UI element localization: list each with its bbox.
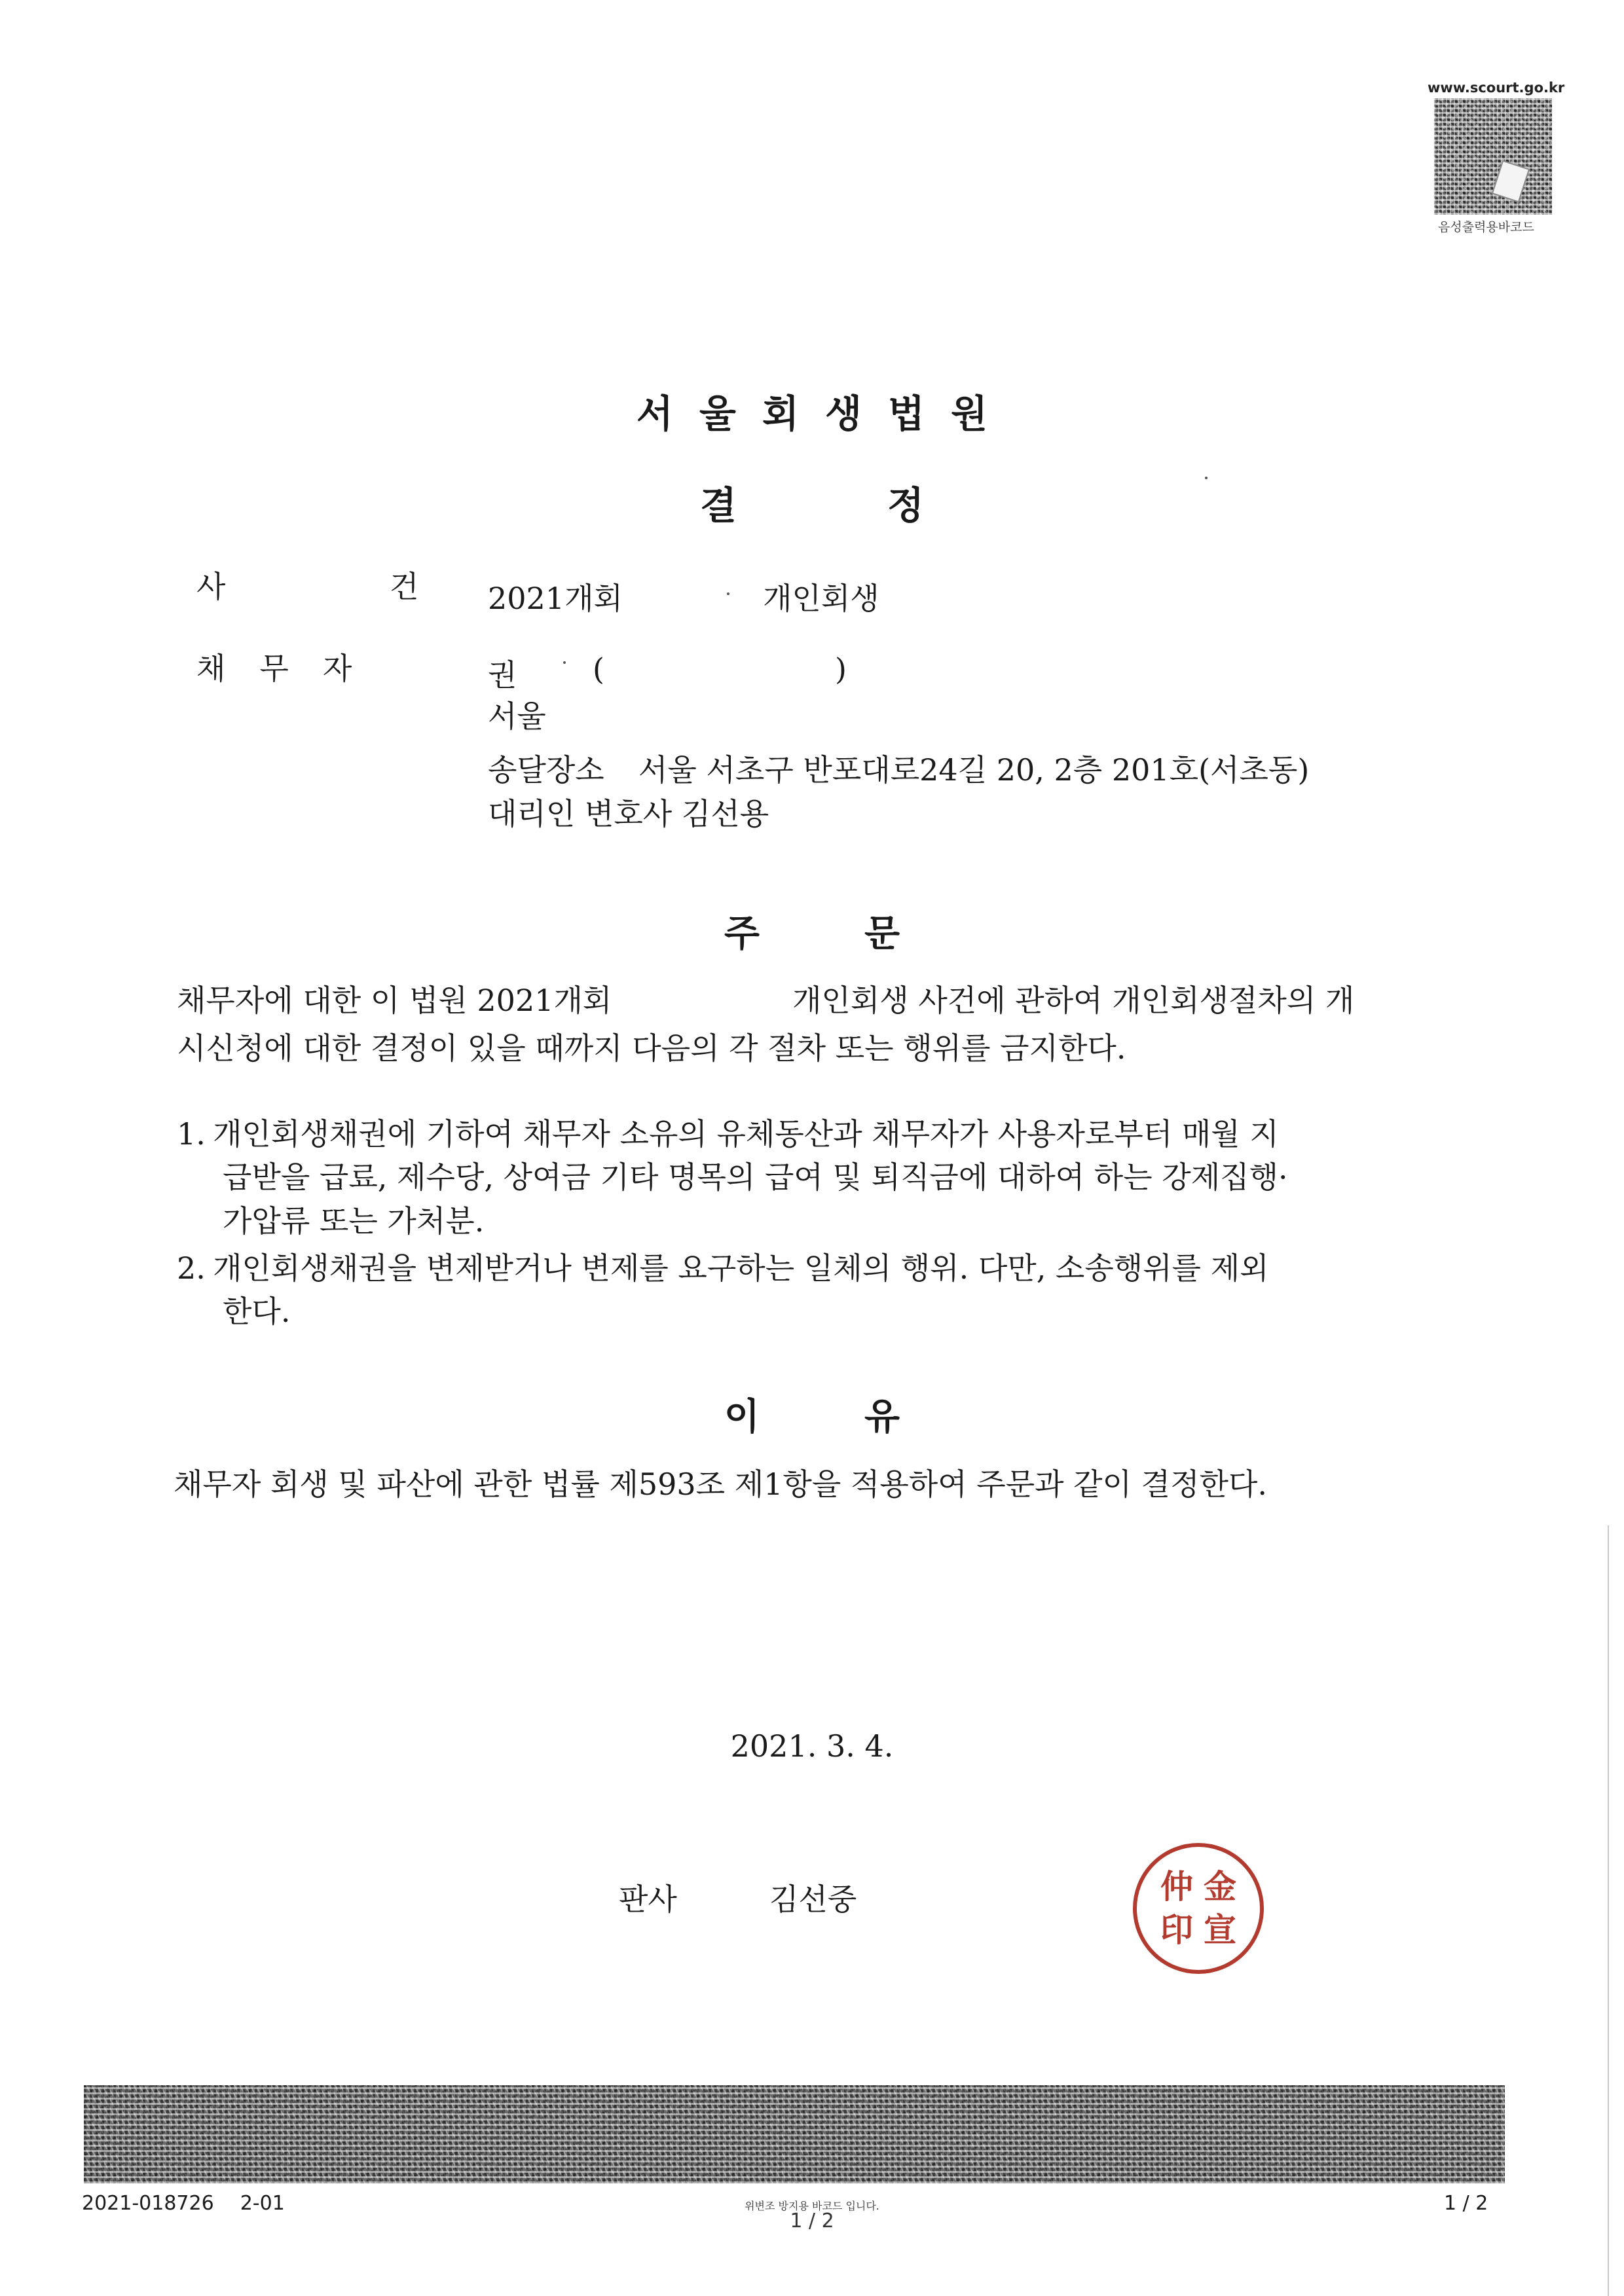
seal-char: 宣 <box>1204 1910 1236 1949</box>
scan-speck <box>727 592 729 595</box>
order-item-1-line2: 급받을 급료, 제수당, 상여금 기타 명목의 급여 및 퇴직금에 대하여 하는 강제집행· <box>223 1159 1288 1195</box>
seal-char: 金 <box>1204 1867 1236 1906</box>
document-id-suffix: 2-01 <box>240 2192 285 2215</box>
debtor-paren-open: ( <box>593 651 604 687</box>
order-item-2 <box>177 1247 1486 1339</box>
agent-attorney: 대리인 변호사 김선용 <box>488 796 769 831</box>
decision-date: 2021. 3. 4. <box>730 1728 894 1764</box>
court-name: 서울회생법원 <box>636 392 1014 436</box>
judge-seal <box>1133 1843 1264 1974</box>
reason-section-title <box>0 1388 1624 1440</box>
judge-label: 판사 <box>619 1882 677 1917</box>
debtor-name: 권 <box>488 657 517 693</box>
document-title-right: 정 <box>887 483 925 528</box>
voice-output-barcode <box>1434 98 1552 215</box>
barcode-label: 음성출력용바코드 <box>1438 220 1534 234</box>
page-number-center: 1 / 2 <box>790 2210 834 2232</box>
order-item-2-line1: 개인회생채권을 변제받거나 변제를 요구하는 일체의 행위. 다만, 소송행위를 제외 <box>213 1250 1269 1286</box>
order-intro-line1-b: 개인회생 사건에 관하여 개인회생절차의 개 <box>792 983 1355 1018</box>
order-item-1-line1: 개인회생채권에 기하여 채무자 소유의 유체동산과 채무자가 사용자로부터 매월 지 <box>213 1116 1279 1152</box>
debtor-address: 서울 <box>488 699 546 734</box>
reason-title-left: 이 <box>724 1396 760 1438</box>
delivery-address: 서울 서초구 반포대로24길 20, 2층 201호(서초동) <box>638 752 1310 788</box>
document-id-main: 2021-018726 <box>82 2192 214 2215</box>
barcode-note: 위변조 방지용 바코드 입니다. <box>745 2200 879 2212</box>
debtor-label: 채무자 <box>196 651 386 686</box>
page-number-right: 1 / 2 <box>1444 2192 1488 2215</box>
order-title-left: 주 <box>724 913 760 955</box>
order-item-1-number: 1. <box>177 1116 206 1152</box>
scan-edge-line <box>1608 1525 1609 2296</box>
case-label-text: 사 건 <box>196 569 496 604</box>
order-item-2-line2: 한다. <box>223 1294 291 1329</box>
order-item-2-number: 2. <box>177 1250 206 1286</box>
seal-char: 印 <box>1160 1910 1193 1949</box>
document-title <box>0 475 1624 530</box>
delivery-label: 송달장소 <box>488 752 604 788</box>
scan-speck <box>563 661 566 664</box>
reason-text: 채무자 회생 및 파산에 관한 법률 제593조 제1항을 적용하여 주문과 같이 결정한다. <box>174 1467 1268 1502</box>
reason-title-right: 유 <box>864 1396 900 1438</box>
order-intro-line2: 시신청에 대한 결정이 있을 때까지 다음의 각 절차 또는 행위를 금지한다. <box>177 1030 1126 1066</box>
order-section-title <box>0 905 1624 957</box>
order-item-1 <box>177 1113 1486 1244</box>
document-title-left: 결 <box>699 483 737 528</box>
case-label <box>196 563 496 606</box>
order-item-1-line3: 가압류 또는 가처분. <box>223 1203 485 1239</box>
judge-name: 김선중 <box>769 1882 857 1917</box>
anti-forgery-barcode <box>84 2085 1505 2183</box>
barcode-marker <box>1492 160 1530 203</box>
scan-speck <box>1205 477 1208 479</box>
case-number: 2021개회 <box>488 581 623 616</box>
order-title-right: 문 <box>864 913 900 955</box>
court-website-url: www.scourt.go.kr <box>1428 80 1565 96</box>
order-intro-line1-a: 채무자에 대한 이 법원 2021개회 <box>177 983 612 1018</box>
debtor-paren-close: ) <box>835 651 847 687</box>
seal-char: 仲 <box>1160 1867 1193 1906</box>
case-type: 개인회생 <box>763 581 879 616</box>
